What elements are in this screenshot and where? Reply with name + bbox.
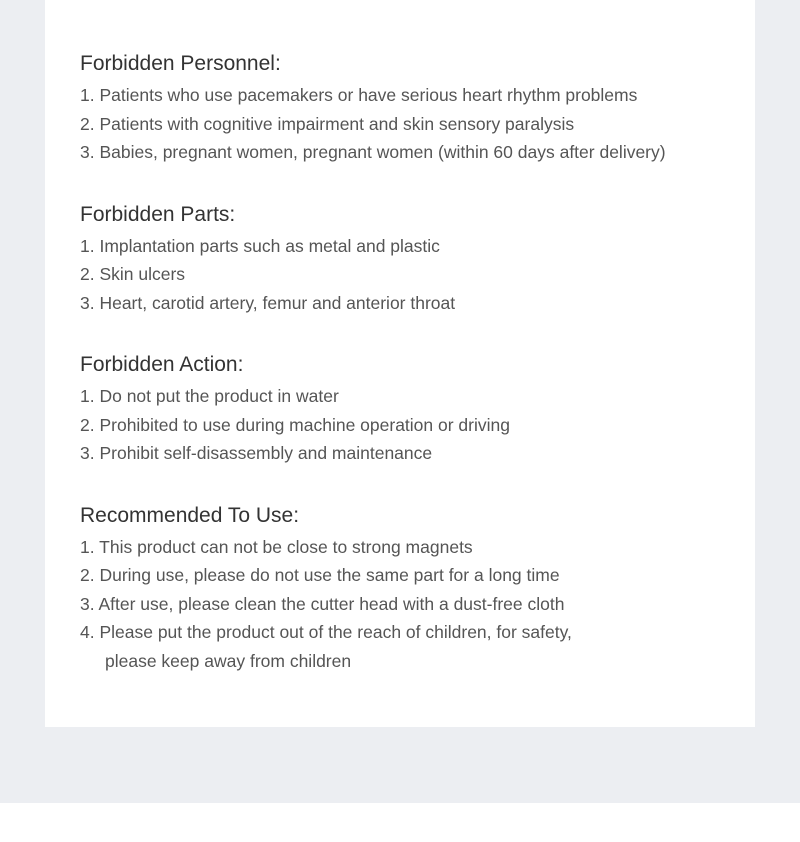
section-forbidden-parts bbox=[80, 198, 750, 318]
list-item: 3. Heart, carotid artery, femur and anterior throat bbox=[80, 292, 456, 313]
instructions-content bbox=[80, 47, 750, 706]
list-item: 2. Prohibited to use during machine operation or driving bbox=[80, 414, 510, 435]
list-item: 1. Implantation parts such as metal and plastic bbox=[80, 235, 440, 256]
list-item: 4. Please put the product out of the reach of children, for safety, bbox=[80, 622, 572, 642]
list-item: 2. Patients with cognitive impairment and skin sensory paralysis bbox=[80, 113, 575, 134]
section-title: Recommended To Use: bbox=[80, 503, 300, 527]
list-item: 3. After use, please clean the cutter head with a dust-free cloth bbox=[80, 593, 565, 614]
section-forbidden-action bbox=[80, 348, 750, 468]
list-item: 1. Patients who use pacemakers or have serious heart rhythm problems bbox=[80, 85, 638, 105]
section-title: Forbidden Personnel: bbox=[80, 52, 281, 75]
instructions-card bbox=[45, 0, 755, 727]
list-item-continuation: please keep away from children bbox=[105, 650, 352, 671]
section-recommended-to-use bbox=[80, 499, 750, 676]
list-item: 1. This product can not be close to strong magnets bbox=[80, 536, 473, 557]
list-item: 2. During use, please do not use the same part for a long time bbox=[80, 565, 560, 585]
list-item: 3. Prohibit self-disassembly and maintenance bbox=[80, 443, 433, 463]
section-title: Forbidden Action: bbox=[80, 353, 244, 376]
list-item: 3. Babies, pregnant women, pregnant women (within 60 days after delivery) bbox=[80, 142, 666, 162]
section-forbidden-personnel bbox=[80, 47, 750, 167]
list-item: 2. Skin ulcers bbox=[80, 264, 186, 284]
list-item: 1. Do not put the product in water bbox=[80, 386, 339, 406]
section-title: Forbidden Parts: bbox=[80, 202, 236, 226]
